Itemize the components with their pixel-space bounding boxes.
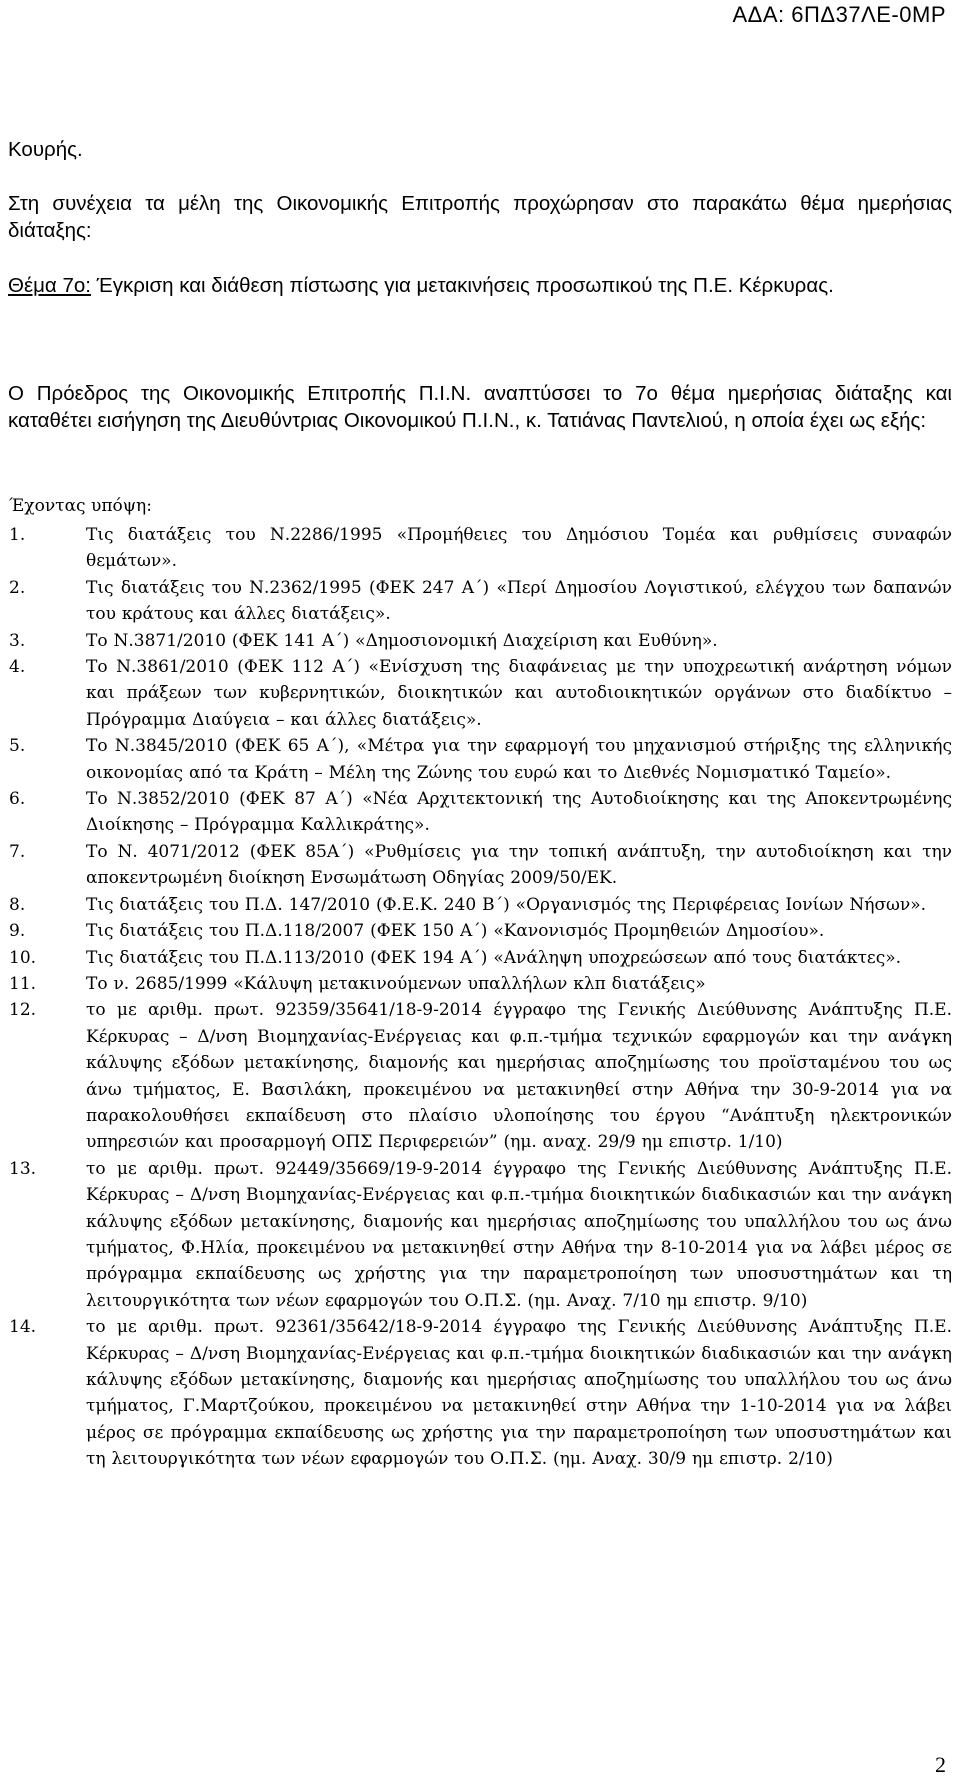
item-number: 8. [9, 894, 26, 915]
list-item [9, 918, 952, 944]
intro-line: Κουρής. [8, 138, 83, 161]
item-number: 12. [9, 1000, 37, 1021]
item-text: το με αριθμ. πρωτ. 92359/35641/18-9-2014 έγγραφο της Γενικής Διεύθυνσης Ανάπτυξης Π.Ε. Κέρκυρας – Δ/νση Βιομηχανίας-Ενέργειας και φ.π.-τμήμα τεχνικών εφαρμογών και την ανάγκη κάλυψης εξόδων μετακίνησης, διαμονής και ημερήσιας αποζημίωσης του προϊσταμένου του ως άνω τμήματος, Ε. Βασιλάκη, προκειμένου να μετακινηθεί στην Αθήνα την 30-9-2014 για να παρακολουθήσει εκπαίδευση στο πλαίσιο υλοποίησης του έργου “Ανάπτυξη ηλεκτρονικών υπηρεσιών και προσαρμογή ΟΠΣ Περιφερειών” (ημ. αναχ. 29/9 ημ επιστρ. 1/10) [86, 1000, 952, 1153]
item-text: Τις διατάξεις του Π.Δ.113/2010 (ΦΕΚ 194 Α΄) «Ανάληψη υποχρεώσεων από τους διατάκτες». [86, 947, 902, 968]
president-paragraph: Ο Πρόεδρος της Οικονομικής Επιτροπής Π.Ι.Ν. αναπτύσσει το 7ο θέμα ημερήσιας διάταξης και καταθέτει εισήγηση της Διευθύντριας Οικονομικού Π.Ι.Ν., κ. Τατιάνας Παντελιού, η οποία έχει ως εξής: [8, 382, 952, 432]
item-text: Το Ν.3852/2010 (ΦΕΚ 87 Α΄) «Νέα Αρχιτεκτονική της Αυτοδιοίκησης και της Αποκεντρωμένης Διοίκησης – Πρόγραμμα Καλλικράτης». [86, 789, 952, 836]
item-number: 11. [9, 973, 37, 994]
list-item [9, 997, 952, 1155]
page-number: 2 [935, 1752, 946, 1777]
list-item [9, 575, 952, 628]
list-item [9, 733, 952, 786]
item-number: 14. [9, 1317, 37, 1338]
item-text: το με αριθμ. πρωτ. 92449/35669/19-9-2014 έγγραφο της Γενικής Διεύθυνσης Ανάπτυξης Π.Ε. Κέρκυρας – Δ/νση Βιομηχανίας-Ενέργειας και φ.π.-τμήμα διοικητικών διαδικασιών και την ανάγκη κάλυψης εξόδων μετακίνησης, διαμονής και ημερήσιας αποζημίωσης του υπαλλήλου του ως άνω τμήματος, Φ.Ηλία, προκειμένου να μετακινηθεί στην Αθήνα την 8-10-2014 για να λάβει μέρος σε πρόγραμμα εκπαίδευσης ως χρήστης για την παραμετροποίηση των υποσυστημάτων και τη λειτουργικότητα των νέων εφαρμογών του Ο.Π.Σ. (ημ. Αναχ. 7/10 ημ επιστρ. 9/10) [86, 1158, 952, 1311]
agenda-intro-paragraph: Στη συνέχεια τα μέλη της Οικονομικής Επιτροπής προχώρησαν στο παρακάτω θέμα ημερήσιας διάταξης: [8, 192, 952, 242]
list-item [9, 654, 952, 733]
item-number: 10. [9, 947, 37, 968]
item-number: 2. [9, 577, 26, 598]
list-item [9, 522, 952, 575]
item-text: το με αριθμ. πρωτ. 92361/35642/18-9-2014 έγγραφο της Γενικής Διεύθυνσης Ανάπτυξης Π.Ε. Κέρκυρας – Δ/νση Βιομηχανίας-Ενέργειας και φ.π.-τμήμα διοικητικών διαδικασιών και την ανάγκη κάλυψης εξόδων μετακίνησης, διαμονής και ημερήσιας αποζημίωσης του υπαλλήλου του ως άνω τμήματος, Γ.Μαρτζούκου, προκειμένου να μετακινηθεί στην Αθήνα την 1-10-2014 για να λάβει μέρος σε πρόγραμμα εκπαίδευσης ως χρήστης για την παραμετροποίηση των υποσυστημάτων και τη λειτουργικότητα των νέων εφαρμογών του Ο.Π.Σ. (ημ. Αναχ. 30/9 ημ επιστρ. 2/10) [86, 1317, 952, 1470]
item-text: Το Ν.3871/2010 (ΦΕΚ 141 Α΄) «Δημοσιονομική Διαχείριση και Ευθύνη». [86, 630, 718, 651]
item-number: 7. [9, 841, 26, 862]
item-text: Τις διατάξεις του Π.Δ.118/2007 (ΦΕΚ 150 Α΄) «Κανονισμός Προμηθειών Δημοσίου». [86, 921, 825, 942]
topic-label: Θέμα 7ο: [8, 274, 91, 297]
considering-heading: Έχοντας υπόψη: [9, 496, 152, 516]
list-item [9, 945, 952, 971]
item-number: 3. [9, 630, 26, 651]
item-number: 1. [9, 525, 26, 545]
item-number: 13. [9, 1158, 37, 1179]
item-number: 6. [9, 789, 26, 810]
list-item [9, 786, 952, 839]
item-number: 9. [9, 921, 26, 942]
legal-basis-list [9, 522, 952, 1473]
topic-paragraph [8, 272, 952, 299]
topic-text: Έγκριση και διάθεση πίστωσης για μετακινήσεις προσωπικού της Π.Ε. Κέρκυρας. [90, 274, 834, 297]
list-item [9, 839, 952, 892]
list-item [9, 892, 952, 918]
item-text: Το Ν. 4071/2012 (ΦΕΚ 85Α΄) «Ρυθμίσεις για την τοπική ανάπτυξη, την αυτοδιοίκηση και την αποκεντρωμένη διοίκηση Ενσωμάτωση Οδηγίας 2009/50/ΕΚ. [86, 841, 952, 889]
ada-header: ΑΔΑ: 6ΠΔ37ΛΕ-0ΜΡ [732, 2, 946, 27]
item-text: Τις διατάξεις του Ν.2286/1995 «Προμήθειες του Δημόσιου Τομέα και ρυθμίσεις συναφών θεμάτων». [86, 525, 952, 572]
item-text: Τις διατάξεις του Ν.2362/1995 (ΦΕΚ 247 Α΄) «Περί Δημοσίου Λογιστικού, ελέγχου των δαπανών του κράτους και άλλες διατάξεις». [86, 577, 952, 625]
item-number: 4. [9, 657, 26, 678]
list-item [9, 628, 952, 654]
item-text: Τις διατάξεις του Π.Δ. 147/2010 (Φ.Ε.Κ. 240 Β΄) «Οργανισμός της Περιφέρειας Ιονίων Νήσων». [86, 894, 927, 915]
item-number: 5. [9, 736, 26, 757]
item-text: Το ν. 2685/1999 «Κάλυψη μετακινούμενων υπαλλήλων κλπ διατάξεις» [86, 973, 706, 994]
list-item [9, 971, 952, 997]
list-item [9, 1156, 952, 1314]
list-item [9, 1314, 952, 1472]
item-text: Το Ν.3845/2010 (ΦΕΚ 65 Α΄), «Μέτρα για την εφαρμογή του μηχανισμού στήριξης της ελληνικής οικονομίας από τα Κράτη – Μέλη της Ζώνης του ευρώ και το Διεθνές Νομισματικό Ταμείο». [86, 736, 952, 783]
item-text: Το Ν.3861/2010 (ΦΕΚ 112 Α΄) «Ενίσχυση της διαφάνειας με την υποχρεωτική ανάρτηση νόμων και πράξεων των κυβερνητικών, διοικητικών και αυτοδιοικητικών οργάνων στο διαδίκτυο – Πρόγραμμα Διαύγεια – και άλλες διατάξεις». [86, 657, 952, 730]
